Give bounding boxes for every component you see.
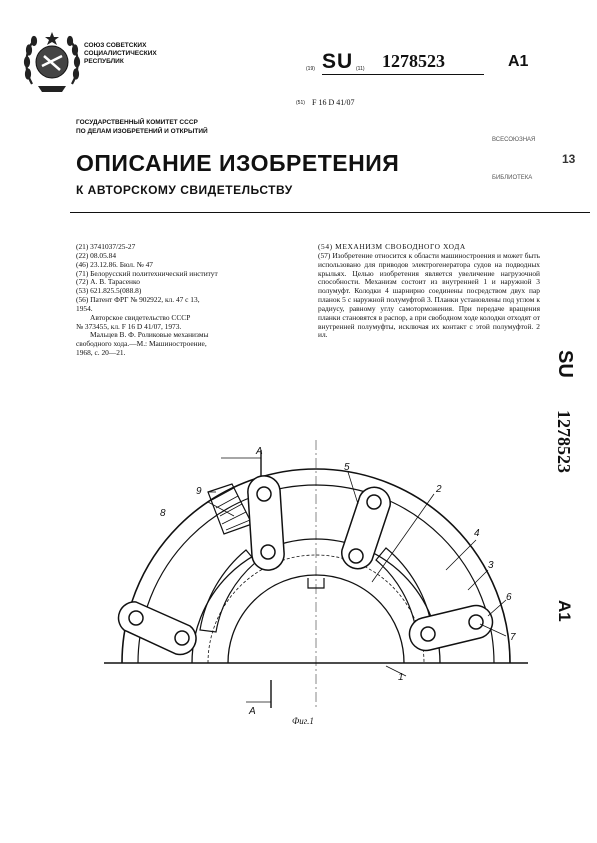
side-document-kind: A1 <box>555 600 574 622</box>
code-11: (11) <box>356 66 365 72</box>
abstract <box>318 243 540 340</box>
part-label-7: 7 <box>510 632 516 643</box>
link-plate <box>119 602 197 655</box>
link-plate <box>248 476 284 570</box>
biblio-line: Авторское свидетельство СССР <box>90 312 191 322</box>
document-subtitle: К АВТОРСКОМУ СВИДЕТЕЛЬСТВУ <box>76 183 293 197</box>
biblio-line: (72) А. В. Тарасенко <box>76 277 140 287</box>
part-label-8: 8 <box>160 508 166 519</box>
link-plate <box>410 606 493 651</box>
side-country-code: SU <box>554 350 576 378</box>
biblio-line: 1968, с. 20—21. <box>76 348 126 358</box>
bibliographic-data <box>76 243 296 358</box>
part-label-5: 5 <box>344 462 350 473</box>
biblio-line: № 373455, кл. F 16 D 41/07, 1973. <box>76 321 182 331</box>
ipc-classification: F 16 D 41/07 <box>312 98 355 107</box>
part-label-1: 1 <box>398 672 404 683</box>
union-name: СОЮЗ СОВЕТСКИХ СОЦИАЛИСТИЧЕСКИХ РЕСПУБЛИК <box>84 42 157 65</box>
part-label-6: 6 <box>506 592 512 603</box>
library-stamp: ВСЕСОЮЗНАЯ 13 БИБЛИОТЕКА <box>492 137 576 181</box>
part-label-9: 9 <box>196 486 202 497</box>
country-code: SU <box>322 50 354 73</box>
number-underline <box>382 74 484 75</box>
abstract-text: (57) Изобретение относится к области машиностроения и может быть использовано для приводов электрогенератора судов на подводных крыльях. Целью изобретения является увеличение нагрузочной способности. Механизм состоит из внутренней 1 и наружной 3 полумуфт. Колодки 4 шарнирно соединены посредством двух пар планок 5 с наружной полумуфтой 3. Планки установлены под углом к радиусу, равному углу самоторможения. При передаче вращения планки становятся в распор, а при свободном ходе колодки отходят от внутренней полумуфты, исключая их контакт с этой полумуфтой. 2 ил. <box>318 250 540 340</box>
patent-number: 1278523 <box>382 51 445 71</box>
committee-name: ГОСУДАРСТВЕННЫЙ КОМИТЕТ СССР ПО ДЕЛАМ ИЗОБРЕТЕНИЙ И ОТКРЫТИЙ <box>76 119 208 135</box>
part-label-4: 4 <box>474 528 480 539</box>
biblio-line: 1954. <box>76 303 93 313</box>
biblio-line: (21) 3741037/25-27 <box>76 242 136 251</box>
side-patent-number: 1278523 <box>554 410 574 473</box>
biblio-line: (22) 08.05.84 <box>76 250 117 260</box>
invention-title: (54) МЕХАНИЗМ СВОБОДНОГО ХОДА <box>318 242 466 251</box>
part-label-3: 3 <box>488 560 494 571</box>
biblio-line: (53) 621.825.5(088.8) <box>76 286 142 296</box>
hatched-insert <box>208 484 252 534</box>
header-rule <box>70 212 590 213</box>
figure-1-drawing <box>96 430 536 720</box>
section-label-top: A <box>256 446 263 457</box>
section-label-bottom: A <box>249 706 256 717</box>
biblio-line: (46) 23.12.86. Бюл. № 47 <box>76 259 153 269</box>
biblio-line: Мальцев В. Ф. Роликовые механизмы <box>90 330 209 340</box>
part-label-2: 2 <box>436 484 442 495</box>
biblio-line: свободного хода.—М.: Машиностроение, <box>76 339 207 349</box>
biblio-line: (56) Патент ФРГ № 902922, кл. 47 с 13, <box>76 295 200 305</box>
biblio-line: (71) Белорусский политехнический институт <box>76 268 218 278</box>
code-51: (51) <box>296 100 305 106</box>
code-19: (19) <box>306 66 315 72</box>
ussr-emblem <box>22 26 82 98</box>
figure-caption: Фиг.1 <box>292 716 314 726</box>
emblem-ribbon <box>38 86 66 92</box>
document-title: ОПИСАНИЕ ИЗОБРЕТЕНИЯ <box>76 150 400 176</box>
emblem-star <box>45 32 59 45</box>
document-kind: A1 <box>508 53 529 70</box>
link-plate <box>342 487 390 568</box>
side-patent-id <box>548 350 588 680</box>
